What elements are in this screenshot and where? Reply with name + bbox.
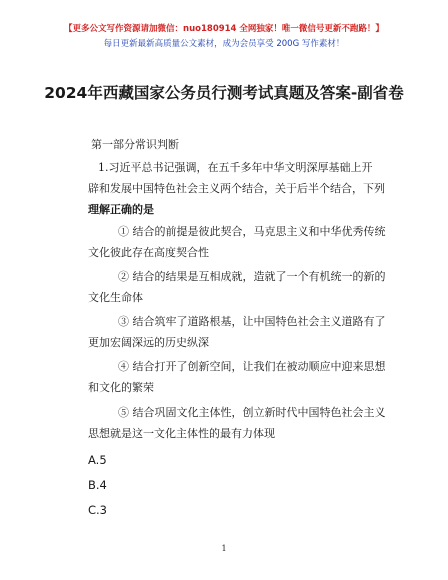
promo-banner-line1: 【更多公文写作资源请加微信：nuo180914 全网独家！唯一微信号更新不跑路！】 [64,24,384,34]
option-3 [88,311,388,353]
option-2-line2: 文化生命体 [88,291,143,304]
question-line1: 1.习近平总书记强调，在五千多年中华文明深厚基础上开 [98,161,373,174]
option-3-line2: 更加宏阔深远的历史纵深 [88,336,209,349]
document-title: 2024年西藏国家公务员行测考试真题及答案-副省卷 [44,84,404,102]
option-1 [88,221,388,263]
promo-banner-line2: 每日更新最新高质量公文素材，成为会员享受 200G 写作素材！ [103,39,345,49]
option-5 [88,402,388,444]
option-2-line1: ② 结合的结果是互相成就，造就了一个有机统一的新的 [118,270,386,283]
option-5-line1: ⑤ 结合巩固文化主体性，创立新时代中国特色社会主义 [118,406,386,419]
answer-choice-c: C.3 [88,503,108,517]
option-4 [88,356,388,398]
option-1-line2: 文化彼此存在高度契合性 [88,246,209,259]
section-heading: 第一部分常识判断 [91,138,179,151]
option-4-line2: 和文化的繁荣 [88,381,154,394]
question-1 [88,157,388,220]
option-3-line1: ③ 结合筑牢了道路根基，让中国特色社会主义道路有了 [118,315,386,328]
option-4-line1: ④ 结合打开了创新空间，让我们在被动顺应中迎来思想 [118,360,386,373]
option-2 [88,266,388,308]
question-line2: 辟和发展中国特色社会主义两个结合，关于后半个结合，下列 [88,182,385,195]
page-number: 1 [221,544,227,553]
question-line3: 理解正确的是 [88,203,154,216]
answer-choice-b: B.4 [88,478,107,492]
answer-choice-a: A.5 [88,453,107,467]
option-1-line1: ① 结合的前提是彼此契合，马克思主义和中华优秀传统 [118,225,386,238]
option-5-line2: 思想就是这一文化主体性的最有力体现 [88,427,275,440]
